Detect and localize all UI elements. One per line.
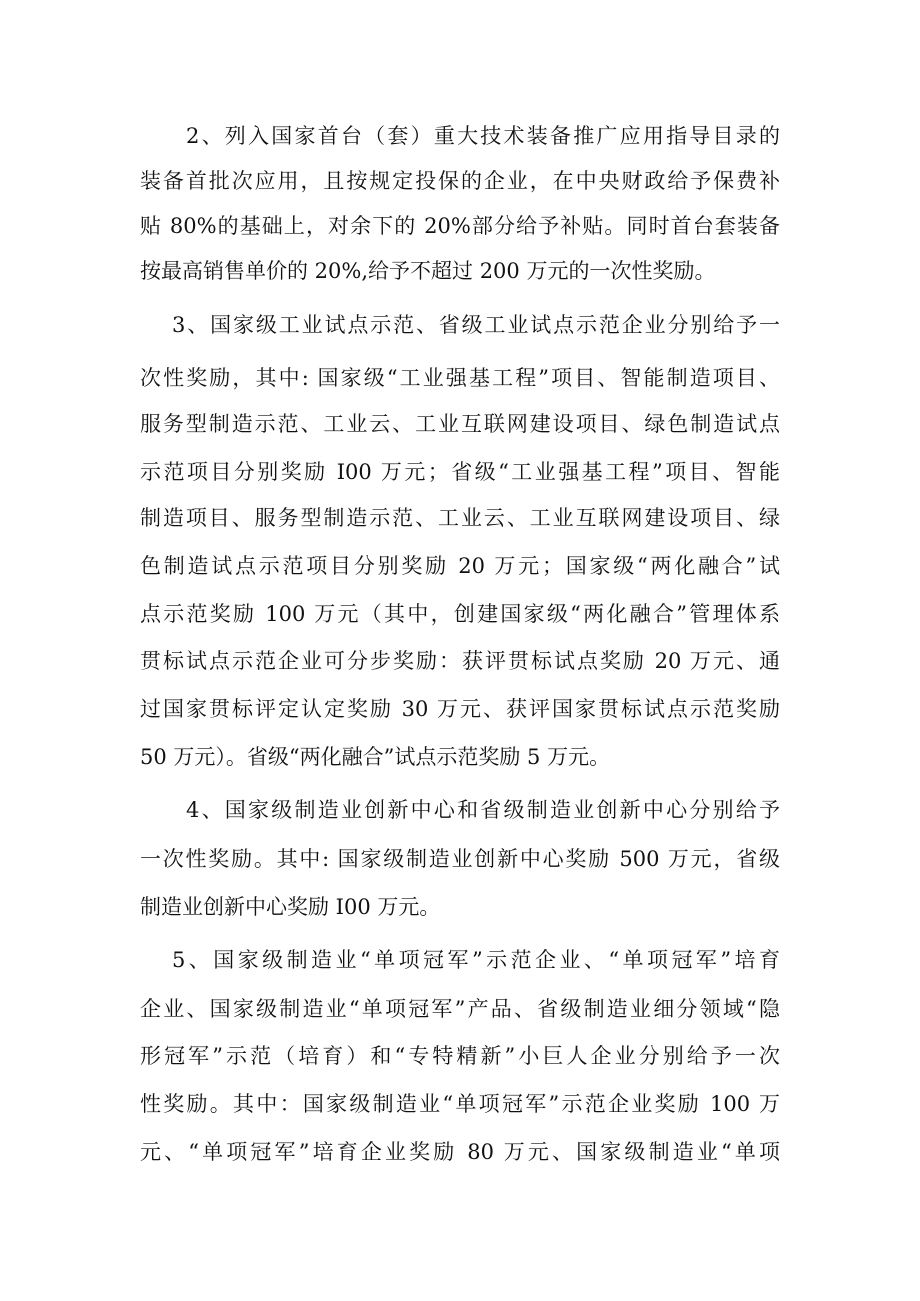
paragraph-3-line-4: 示范项目分别奖励 I00 万元；省级“工业强基工程”项目、智能 (140, 460, 780, 484)
paragraph-3-line-7: 点示范奖励 100 万元（其中，创建国家级“两化融合”管理体系 (140, 602, 780, 626)
paragraph-5-line-3: 形冠军”示范（培育）和“专特精新”小巨人企业分别给予一次 (140, 1044, 780, 1068)
paragraph-5-line-4: 性奖励。其中：国家级制造业“单项冠军”示范企业奖励 100 万 (140, 1092, 780, 1116)
paragraph-3-line-8: 贯标试点示范企业可分步奖励：获评贯标试点奖励 20 万元、通 (140, 649, 780, 673)
paragraph-4-line-1: 4、国家级制造业创新中心和省级制造业创新中心分别给予 (186, 798, 780, 822)
paragraph-5-line-1: 5、国家级制造业“单项冠军”示范企业、“单项冠军”培育 (172, 948, 780, 972)
paragraph-3-line-1: 3、国家级工业试点示范、省级工业试点示范企业分别给予一 (172, 313, 780, 337)
paragraph-4-line-2: 一次性奖励。其中: 国家级制造业创新中心奖励 500 万元，省级 (140, 847, 780, 871)
paragraph-2-line-4: 按最高销售单价的 20%,给予不超过 200 万元的一次性奖励。 (140, 259, 716, 283)
paragraph-5-line-5: 元、“单项冠军”培育企业奖励 80 万元、国家级制造业“单项 (140, 1140, 780, 1164)
paragraph-3-line-3: 服务型制造示范、工业云、工业互联网建设项目、绿色制造试点 (140, 412, 780, 436)
paragraph-4-line-3: 制造业创新中心奖励 I00 万元。 (140, 895, 441, 919)
paragraph-2-line-3: 贴 80%的基础上，对余下的 20%部分给予补贴。同时首台套装备 (140, 214, 780, 238)
paragraph-3-line-5: 制造项目、服务型制造示范、工业云、工业互联网建设项目、绿 (140, 506, 780, 530)
paragraph-2-line-1: 2、列入国家首台（套）重大技术装备推广应用指导目录的 (186, 124, 780, 148)
paragraph-3-line-9: 过国家贯标评定认定奖励 30 万元、获评国家贯标试点示范奖励 (140, 697, 780, 721)
paragraph-5-line-2: 企业、国家级制造业“单项冠军”产品、省级制造业细分领域“隐 (140, 997, 780, 1021)
paragraph-3-line-6: 色制造试点示范项目分别奖励 20 万元；国家级“两化融合”试 (140, 554, 780, 578)
paragraph-3-line-10: 50 万元）。省级“两化融合”试点示范奖励 5 万元。 (140, 745, 611, 769)
paragraph-2-line-2: 装备首批次应用，且按规定投保的企业，在中央财政给予保费补 (140, 169, 780, 193)
paragraph-3-line-2: 次性奖励，其中: 国家级“工业强基工程”项目、智能制造项目、 (140, 366, 780, 390)
